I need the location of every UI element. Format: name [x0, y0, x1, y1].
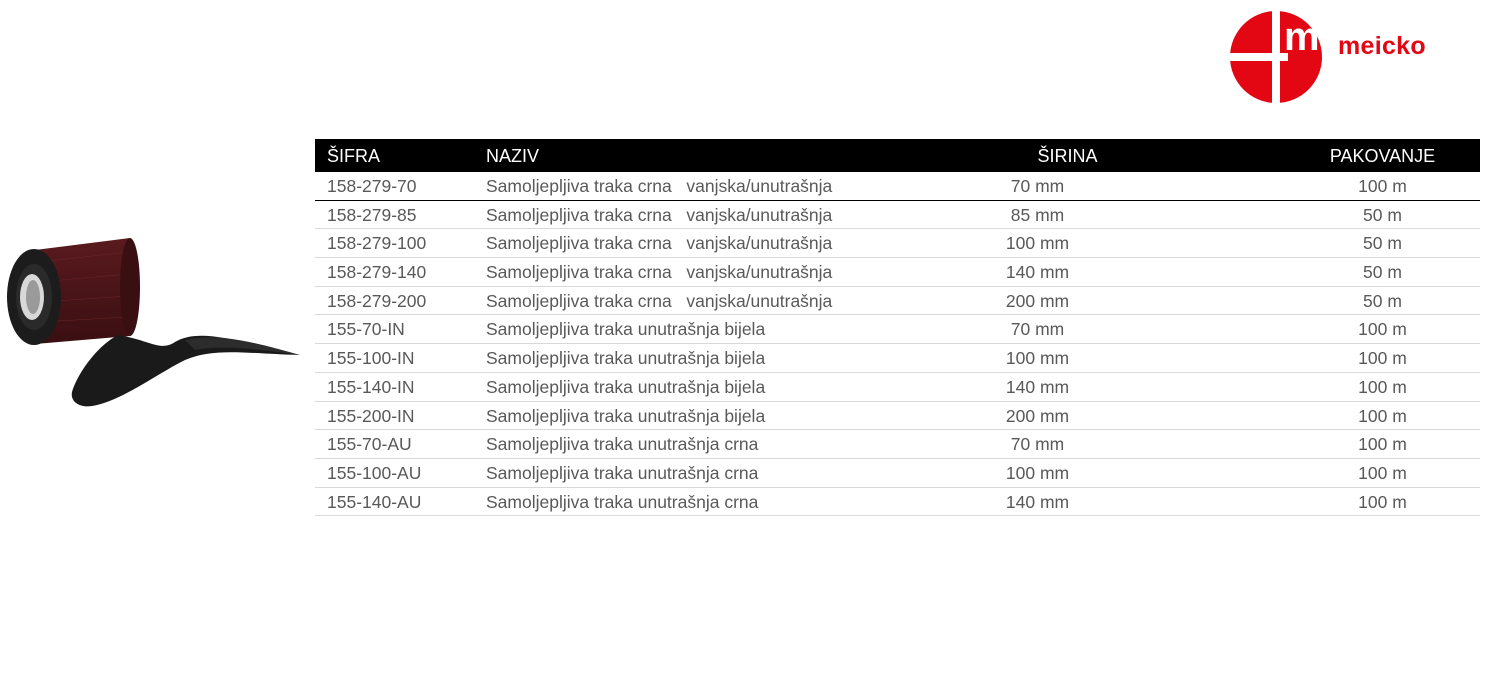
row-code: 155-100-IN — [327, 348, 415, 369]
table-row — [315, 258, 1480, 287]
table-row — [315, 373, 1480, 402]
row-code: 158-279-200 — [327, 290, 427, 311]
row-code: 155-140-AU — [327, 491, 422, 512]
row-width: 85 mm — [1010, 204, 1065, 225]
row-name: Samoljepljiva traka unutrašnja crna — [486, 434, 759, 455]
svg-text:m: m — [1284, 15, 1320, 59]
row-pack: 100 m — [1358, 434, 1407, 455]
row-width: 70 mm — [1010, 176, 1065, 196]
row-code: 155-70-AU — [327, 434, 412, 455]
row-name: Samoljepljiva traka crna vanjska/unutrašnja — [486, 290, 833, 311]
brand-logo — [1228, 10, 1448, 105]
row-width: 100 mm — [1005, 233, 1070, 254]
brand-name: meicko — [1338, 32, 1426, 60]
product-table — [315, 139, 1480, 516]
table-row — [315, 344, 1480, 373]
row-width: 140 mm — [1005, 262, 1070, 283]
header-code: ŠIFRA — [327, 146, 381, 166]
table-row — [315, 402, 1480, 431]
row-name: Samoljepljiva traka crna vanjska/unutrašnja — [486, 233, 833, 254]
table-row — [315, 315, 1480, 344]
row-code: 155-200-IN — [327, 405, 415, 426]
row-pack: 50 m — [1363, 204, 1402, 225]
header-width: ŠIRINA — [1037, 146, 1098, 166]
row-pack: 100 m — [1358, 376, 1407, 397]
row-width: 70 mm — [1010, 319, 1065, 340]
table-row — [315, 287, 1480, 316]
row-name: Samoljepljiva traka unutrašnja bijela — [486, 405, 766, 426]
row-pack: 100 m — [1358, 405, 1407, 426]
row-pack: 50 m — [1363, 233, 1402, 254]
header-name: NAZIV — [486, 146, 540, 166]
product-image — [0, 232, 305, 412]
row-code: 158-279-70 — [327, 176, 417, 196]
row-name: Samoljepljiva traka unutrašnja bijela — [486, 376, 766, 397]
row-name: Samoljepljiva traka unutrašnja crna — [486, 462, 759, 483]
row-pack: 100 m — [1358, 491, 1407, 512]
row-code: 158-279-140 — [327, 262, 427, 283]
table-row — [315, 229, 1480, 258]
row-code: 158-279-100 — [327, 233, 427, 254]
row-name: Samoljepljiva traka unutrašnja crna — [486, 491, 759, 512]
table-row — [315, 172, 1480, 201]
row-name: Samoljepljiva traka unutrašnja bijela — [486, 348, 766, 369]
row-pack: 100 m — [1358, 319, 1407, 340]
row-width: 100 mm — [1005, 348, 1070, 369]
row-name: Samoljepljiva traka crna vanjska/unutrašnja — [486, 176, 833, 196]
table-row — [315, 201, 1480, 230]
row-name: Samoljepljiva traka crna vanjska/unutrašnja — [486, 204, 833, 225]
row-name: Samoljepljiva traka unutrašnja bijela — [486, 319, 766, 340]
tape-roll-image — [0, 232, 305, 412]
row-width: 70 mm — [1010, 434, 1065, 455]
table-row — [315, 459, 1480, 488]
table-row — [315, 430, 1480, 459]
row-code: 155-140-IN — [327, 376, 415, 397]
row-pack: 50 m — [1363, 262, 1402, 283]
header-pack: PAKOVANJE — [1329, 146, 1436, 166]
row-pack: 100 m — [1358, 462, 1407, 483]
table-row — [315, 488, 1480, 517]
row-width: 200 mm — [1005, 290, 1070, 311]
meicko-logo-icon — [1228, 10, 1328, 105]
row-width: 140 mm — [1005, 491, 1070, 512]
row-code: 155-70-IN — [327, 319, 405, 340]
row-code: 155-100-AU — [327, 462, 422, 483]
row-width: 100 mm — [1005, 462, 1070, 483]
table-header — [315, 139, 1480, 172]
row-name: Samoljepljiva traka crna vanjska/unutrašnja — [486, 262, 833, 283]
row-pack: 100 m — [1358, 176, 1407, 196]
row-pack: 100 m — [1358, 348, 1407, 369]
row-width: 200 mm — [1005, 405, 1070, 426]
row-width: 140 mm — [1005, 376, 1070, 397]
row-code: 158-279-85 — [327, 204, 417, 225]
row-pack: 50 m — [1363, 290, 1402, 311]
